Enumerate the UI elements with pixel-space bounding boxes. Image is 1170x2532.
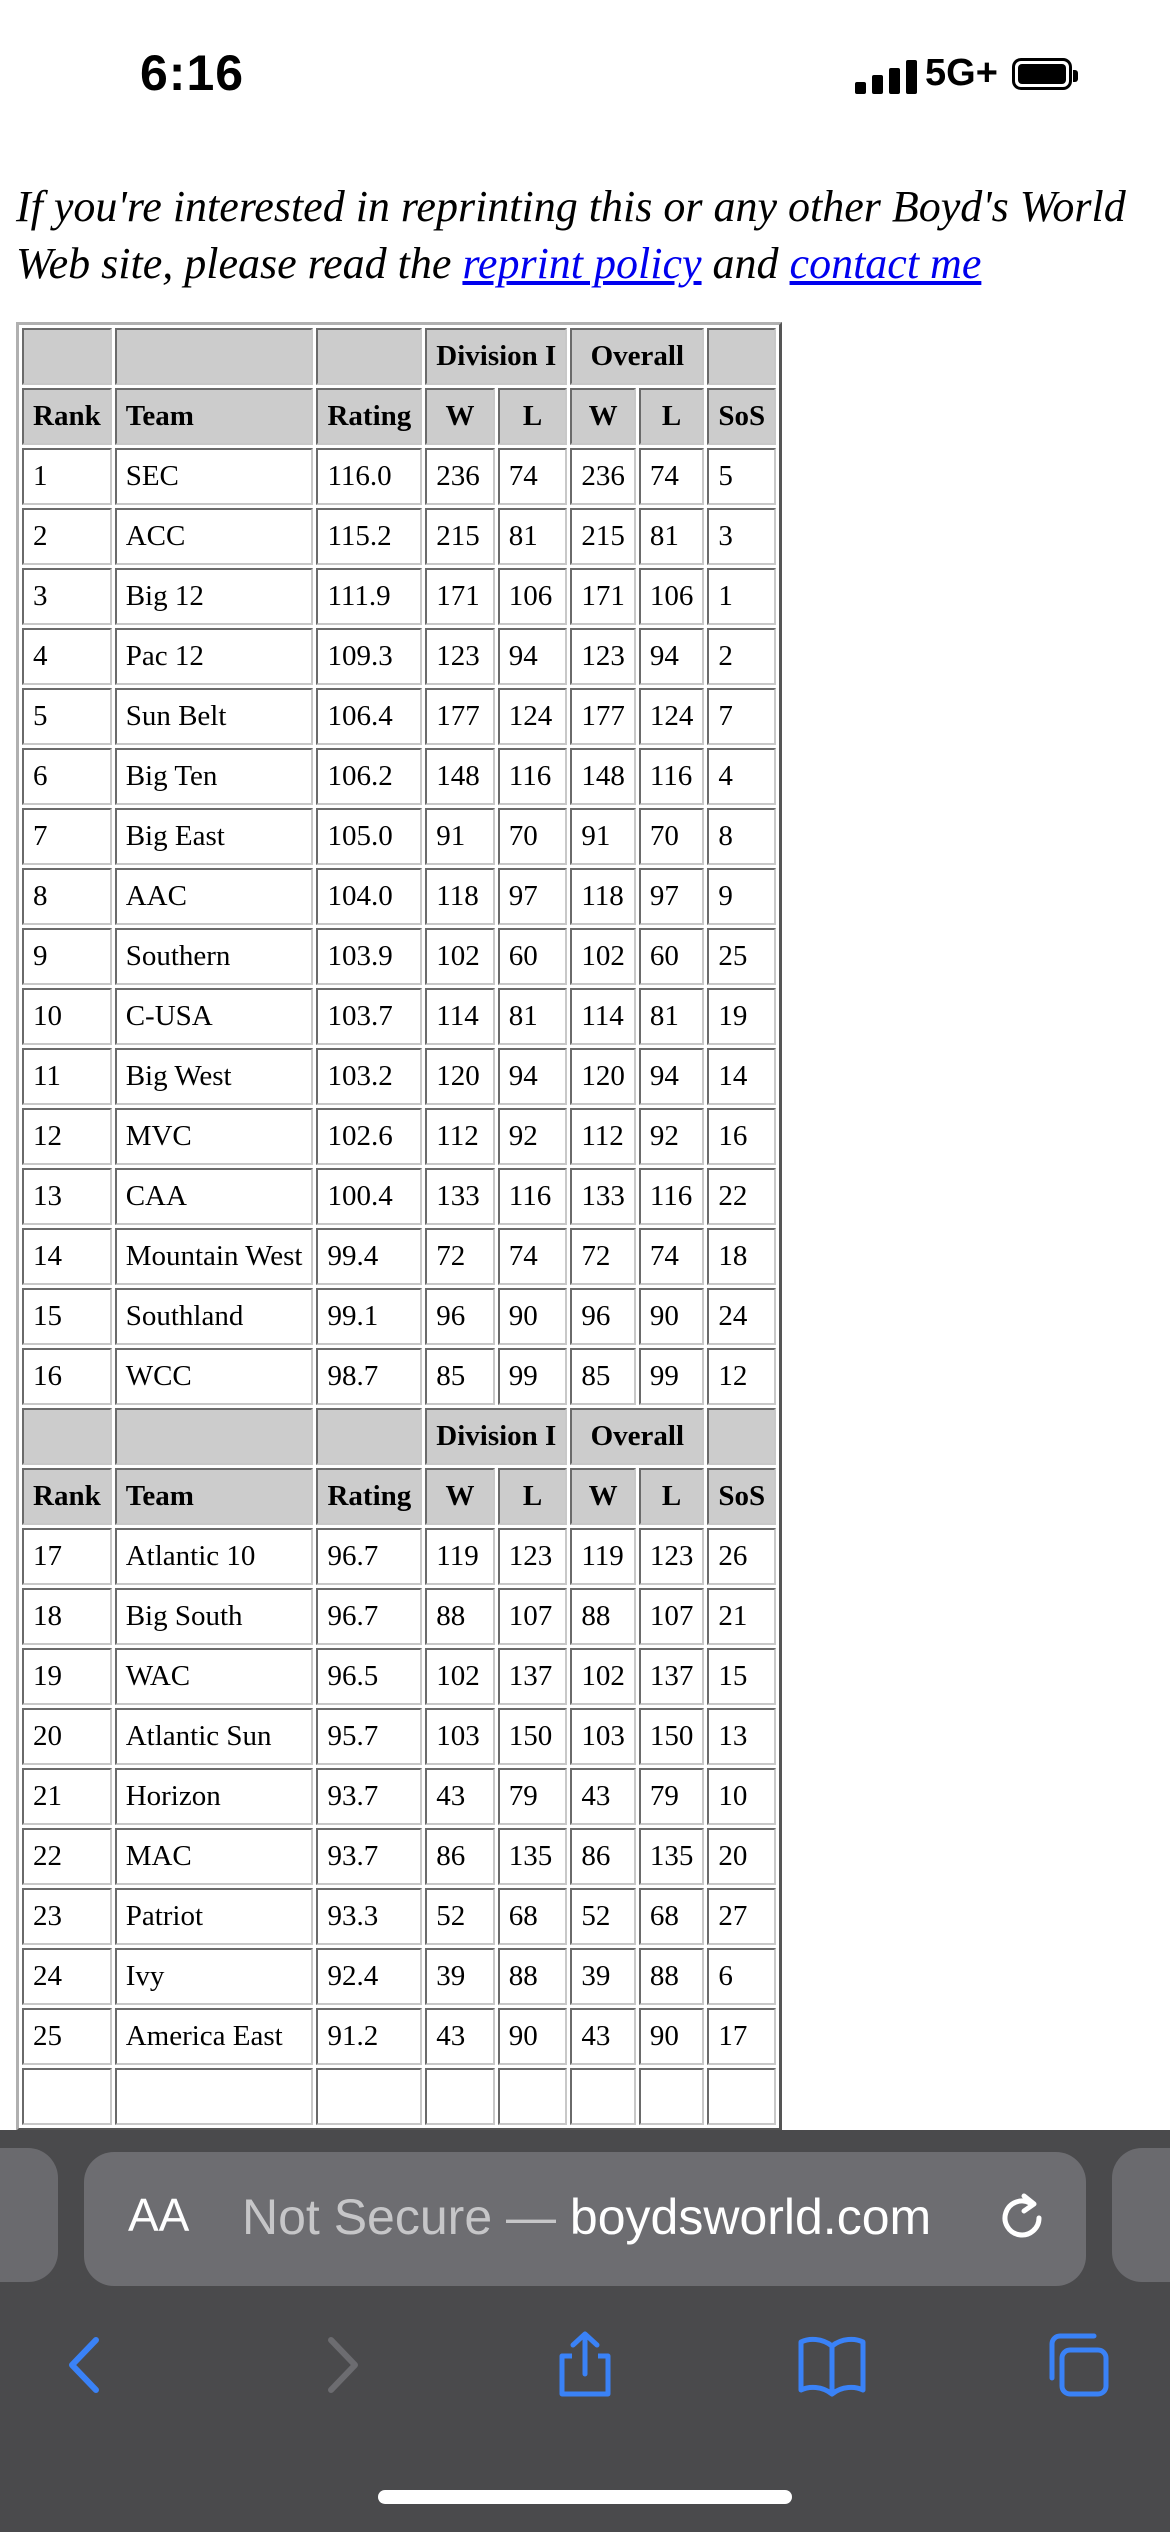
cell-sos: 16: [707, 1108, 776, 1165]
cell-rating: 98.7: [316, 1348, 422, 1405]
cell-w: 43: [425, 1768, 495, 1825]
cell-sos: 15: [707, 1648, 776, 1705]
cell-l2: 68: [639, 1888, 705, 1945]
column-header-rating: Rating: [316, 388, 422, 445]
overall-header: Overall: [570, 328, 704, 385]
next-tab-preview[interactable]: [1112, 2148, 1170, 2282]
cell-team: Ivy: [115, 1948, 314, 2005]
contact-me-link[interactable]: contact me: [789, 239, 982, 288]
cell-rank: 11: [22, 1048, 112, 1105]
cell-sos: 2: [707, 628, 776, 685]
column-header-sos: SoS: [707, 1468, 776, 1525]
column-header-l: L: [498, 388, 568, 445]
cell-w: 39: [425, 1948, 495, 2005]
cell-l: 81: [498, 508, 568, 565]
cell-w2: 114: [570, 988, 636, 1045]
cell-w: 215: [425, 508, 495, 565]
cell-l2: 74: [639, 1228, 705, 1285]
cell-rating: 100.4: [316, 1168, 422, 1225]
cell-rating: 96.7: [316, 1588, 422, 1645]
cell-l: 116: [498, 748, 568, 805]
cell-rank: 21: [22, 1768, 112, 1825]
table-row: [22, 1708, 776, 1765]
empty-header-cell: [707, 328, 776, 385]
column-header-w2: W: [570, 1468, 636, 1525]
empty-header-cell: [115, 328, 314, 385]
cell-rank: 17: [22, 1528, 112, 1585]
cell-sos: 20: [707, 1828, 776, 1885]
cell-l2: 94: [639, 628, 705, 685]
cell-rating: 116.0: [316, 448, 422, 505]
cell-w2: 119: [570, 1528, 636, 1585]
table-row: [22, 1168, 776, 1225]
cell-rank: 16: [22, 1348, 112, 1405]
cell-team: [115, 2068, 314, 2125]
url-text[interactable]: [242, 2188, 931, 2246]
cell-w: 112: [425, 1108, 495, 1165]
table-row: [22, 508, 776, 565]
table-row: [22, 1348, 776, 1405]
cell-rank: [22, 2068, 112, 2125]
cell-l2: 70: [639, 808, 705, 865]
empty-header-cell: [22, 328, 112, 385]
cell-w: 102: [425, 928, 495, 985]
cell-l: 92: [498, 1108, 568, 1165]
cell-l: 74: [498, 448, 568, 505]
cell-l2: 90: [639, 2008, 705, 2065]
cell-l2: 90: [639, 1288, 705, 1345]
cell-rank: 15: [22, 1288, 112, 1345]
cell-team: Big West: [115, 1048, 314, 1105]
cell-rating: 103.7: [316, 988, 422, 1045]
cell-rating: 99.4: [316, 1228, 422, 1285]
cell-sos: 26: [707, 1528, 776, 1585]
cell-rank: 18: [22, 1588, 112, 1645]
cell-sos: 22: [707, 1168, 776, 1225]
column-header-rank: Rank: [22, 388, 112, 445]
column-header-l2: L: [639, 1468, 705, 1525]
cell-team: Big 12: [115, 568, 314, 625]
table-row: [22, 688, 776, 745]
cell-sos: [707, 2068, 776, 2125]
cell-w: 118: [425, 868, 495, 925]
cell-l: 97: [498, 868, 568, 925]
cell-team: America East: [115, 2008, 314, 2065]
cell-rating: 106.2: [316, 748, 422, 805]
cell-w2: 123: [570, 628, 636, 685]
signal-icon: [855, 60, 917, 94]
table-row: [22, 1888, 776, 1945]
table-row: [22, 1588, 776, 1645]
table-row: [22, 868, 776, 925]
cell-l: 107: [498, 1588, 568, 1645]
cell-team: Horizon: [115, 1768, 314, 1825]
cell-rating: 96.5: [316, 1648, 422, 1705]
column-header-w: W: [425, 1468, 495, 1525]
cell-l: 124: [498, 688, 568, 745]
cell-w2: 85: [570, 1348, 636, 1405]
tabs-icon[interactable]: [1044, 2330, 1114, 2400]
cell-l2: 116: [639, 1168, 705, 1225]
reload-icon[interactable]: [994, 2190, 1052, 2248]
battery-icon: [1012, 58, 1072, 90]
division-header: Division I: [425, 328, 567, 385]
cell-sos: 8: [707, 808, 776, 865]
status-bar: [0, 0, 1170, 150]
cell-w: 52: [425, 1888, 495, 1945]
cell-l2: 123: [639, 1528, 705, 1585]
section-b-group-header-row: [22, 1408, 776, 1465]
cell-l: 81: [498, 988, 568, 1045]
cell-l: 123: [498, 1528, 568, 1585]
table-row: [22, 628, 776, 685]
cell-w: 43: [425, 2008, 495, 2065]
cell-l: 137: [498, 1648, 568, 1705]
cell-l2: 79: [639, 1768, 705, 1825]
cell-w: 171: [425, 568, 495, 625]
cell-sos: 21: [707, 1588, 776, 1645]
table-row: [22, 448, 776, 505]
cell-rating: 103.9: [316, 928, 422, 985]
network-label: 5G+: [925, 52, 998, 94]
cell-team: Atlantic 10: [115, 1528, 314, 1585]
cell-team: Mountain West: [115, 1228, 314, 1285]
cell-sos: 17: [707, 2008, 776, 2065]
table-row: [22, 1048, 776, 1105]
cell-team: Sun Belt: [115, 688, 314, 745]
cell-team: SEC: [115, 448, 314, 505]
cell-w: 120: [425, 1048, 495, 1105]
cell-rank: 25: [22, 2008, 112, 2065]
safari-toolbar: [0, 2300, 1170, 2430]
text-size-button[interactable]: [128, 2188, 189, 2242]
intro-line-1: If you're interested in reprinting this or any other Boyd's World: [16, 182, 1126, 231]
empty-header-cell: [316, 328, 422, 385]
cell-team: AAC: [115, 868, 314, 925]
empty-header-cell: [707, 1408, 776, 1465]
cell-l: 99: [498, 1348, 568, 1405]
cell-sos: 4: [707, 748, 776, 805]
cell-rating: 92.4: [316, 1948, 422, 2005]
cell-rating: [316, 2068, 422, 2125]
home-indicator[interactable]: [378, 2490, 792, 2504]
section-b-column-header-row: [22, 1468, 776, 1525]
cell-w2: 215: [570, 508, 636, 565]
cell-team: Southland: [115, 1288, 314, 1345]
cell-team: C-USA: [115, 988, 314, 1045]
cell-sos: 10: [707, 1768, 776, 1825]
cell-l2: 92: [639, 1108, 705, 1165]
cell-sos: 6: [707, 1948, 776, 2005]
cell-w2: 103: [570, 1708, 636, 1765]
cell-sos: 13: [707, 1708, 776, 1765]
cell-w: 88: [425, 1588, 495, 1645]
table-row: [22, 2008, 776, 2065]
cell-w2: 88: [570, 1588, 636, 1645]
intro-text: [16, 178, 1170, 292]
cell-l2: 116: [639, 748, 705, 805]
cell-w2: 52: [570, 1888, 636, 1945]
cell-w: 102: [425, 1648, 495, 1705]
safari-bottom-bar: [0, 2130, 1170, 2532]
column-header-team: Team: [115, 388, 314, 445]
cell-l: 106: [498, 568, 568, 625]
cell-rank: 19: [22, 1648, 112, 1705]
cell-rank: 12: [22, 1108, 112, 1165]
cell-l: 79: [498, 1768, 568, 1825]
cell-rank: 13: [22, 1168, 112, 1225]
cell-rating: 93.7: [316, 1768, 422, 1825]
cell-sos: 24: [707, 1288, 776, 1345]
cell-w2: 72: [570, 1228, 636, 1285]
cell-rank: 14: [22, 1228, 112, 1285]
cell-team: Big Ten: [115, 748, 314, 805]
table-row: [22, 1108, 776, 1165]
cell-rating: 99.1: [316, 1288, 422, 1345]
cell-rank: 23: [22, 1888, 112, 1945]
cell-rating: 103.2: [316, 1048, 422, 1105]
cell-team: Southern: [115, 928, 314, 985]
cell-rank: 9: [22, 928, 112, 985]
ratings-table: [16, 322, 782, 2130]
cell-l2: 74: [639, 448, 705, 505]
forward-icon[interactable]: [305, 2330, 375, 2400]
cell-w2: 177: [570, 688, 636, 745]
cell-l2: 150: [639, 1708, 705, 1765]
cell-l: 70: [498, 808, 568, 865]
table-row: [22, 568, 776, 625]
table-row: [22, 1228, 776, 1285]
cell-team: MAC: [115, 1828, 314, 1885]
cell-w: [425, 2068, 495, 2125]
cell-sos: 14: [707, 1048, 776, 1105]
cell-l2: 135: [639, 1828, 705, 1885]
cell-l: 94: [498, 1048, 568, 1105]
cell-l2: 107: [639, 1588, 705, 1645]
cell-w: 236: [425, 448, 495, 505]
table-row: [22, 1288, 776, 1345]
cell-team: Big South: [115, 1588, 314, 1645]
cell-rank: 10: [22, 988, 112, 1045]
cell-l2: 124: [639, 688, 705, 745]
cell-rating: 93.7: [316, 1828, 422, 1885]
cell-w2: 102: [570, 928, 636, 985]
cell-rank: 20: [22, 1708, 112, 1765]
cell-rank: 22: [22, 1828, 112, 1885]
cell-l2: 60: [639, 928, 705, 985]
cell-sos: 9: [707, 868, 776, 925]
intro-line-2: [16, 235, 1170, 292]
cell-w: 114: [425, 988, 495, 1045]
cell-l: 150: [498, 1708, 568, 1765]
intro-text-a: Web site, please read the: [16, 239, 463, 288]
table-row: [22, 1768, 776, 1825]
cell-rank: 2: [22, 508, 112, 565]
cell-l: 90: [498, 1288, 568, 1345]
cell-sos: 12: [707, 1348, 776, 1405]
empty-header-cell: [316, 1408, 422, 1465]
status-time: 6:16: [140, 45, 245, 101]
cell-l: 90: [498, 2008, 568, 2065]
table-row: [22, 988, 776, 1045]
table-row: [22, 1528, 776, 1585]
cell-w2: 91: [570, 808, 636, 865]
cell-rating: 102.6: [316, 1108, 422, 1165]
url-domain: boydsworld.com: [569, 2189, 932, 2245]
cell-rank: 1: [22, 448, 112, 505]
cell-rating: 95.7: [316, 1708, 422, 1765]
cell-w2: [570, 2068, 636, 2125]
previous-tab-preview[interactable]: [0, 2148, 58, 2282]
cell-rank: 8: [22, 868, 112, 925]
intro-text-b: and: [701, 239, 790, 288]
cell-rank: 5: [22, 688, 112, 745]
cell-sos: 3: [707, 508, 776, 565]
cell-w2: 96: [570, 1288, 636, 1345]
cell-w2: 112: [570, 1108, 636, 1165]
cell-w: 85: [425, 1348, 495, 1405]
cell-sos: 7: [707, 688, 776, 745]
cell-w2: 133: [570, 1168, 636, 1225]
cell-w: 86: [425, 1828, 495, 1885]
cell-w: 96: [425, 1288, 495, 1345]
column-header-rating: Rating: [316, 1468, 422, 1525]
table-row: [22, 928, 776, 985]
cell-l: 88: [498, 1948, 568, 2005]
cell-sos: 19: [707, 988, 776, 1045]
column-header-l2: L: [639, 388, 705, 445]
cell-w2: 86: [570, 1828, 636, 1885]
cell-l2: 137: [639, 1648, 705, 1705]
cell-w2: 102: [570, 1648, 636, 1705]
bookmarks-icon[interactable]: [797, 2330, 867, 2400]
table-row: [22, 2068, 776, 2125]
cell-l2: 97: [639, 868, 705, 925]
cell-rating: 96.7: [316, 1528, 422, 1585]
cell-w2: 118: [570, 868, 636, 925]
division-header: Division I: [425, 1408, 567, 1465]
cell-w2: 148: [570, 748, 636, 805]
cell-rating: 93.3: [316, 1888, 422, 1945]
cell-w2: 39: [570, 1948, 636, 2005]
cell-rating: 105.0: [316, 808, 422, 865]
not-secure-label: Not Secure —: [242, 2189, 570, 2245]
column-header-l: L: [498, 1468, 568, 1525]
table-row: [22, 808, 776, 865]
section-a-column-header-row: [22, 388, 776, 445]
table-row: [22, 1648, 776, 1705]
cell-w2: 43: [570, 1768, 636, 1825]
cell-team: CAA: [115, 1168, 314, 1225]
column-header-rank: Rank: [22, 1468, 112, 1525]
cell-w: 123: [425, 628, 495, 685]
cell-w: 91: [425, 808, 495, 865]
cell-w: 119: [425, 1528, 495, 1585]
empty-header-cell: [115, 1408, 314, 1465]
cell-rank: 7: [22, 808, 112, 865]
cell-l: 74: [498, 1228, 568, 1285]
column-header-w2: W: [570, 388, 636, 445]
cell-l2: 94: [639, 1048, 705, 1105]
share-icon[interactable]: [550, 2330, 620, 2400]
cell-team: WCC: [115, 1348, 314, 1405]
cell-team: ACC: [115, 508, 314, 565]
cell-w2: 236: [570, 448, 636, 505]
table-row: [22, 1948, 776, 2005]
cell-rank: 6: [22, 748, 112, 805]
cell-team: Patriot: [115, 1888, 314, 1945]
cell-team: Atlantic Sun: [115, 1708, 314, 1765]
cell-w: 177: [425, 688, 495, 745]
cell-w: 148: [425, 748, 495, 805]
cell-l: [498, 2068, 568, 2125]
cell-team: Pac 12: [115, 628, 314, 685]
cell-w2: 171: [570, 568, 636, 625]
cell-w: 133: [425, 1168, 495, 1225]
cell-w2: 43: [570, 2008, 636, 2065]
cell-l: 94: [498, 628, 568, 685]
cell-l: 60: [498, 928, 568, 985]
cell-team: WAC: [115, 1648, 314, 1705]
cell-rating: 104.0: [316, 868, 422, 925]
section-a-group-header-row: [22, 328, 776, 385]
cell-rank: 4: [22, 628, 112, 685]
cell-sos: 5: [707, 448, 776, 505]
cell-rank: 24: [22, 1948, 112, 2005]
cell-l2: 106: [639, 568, 705, 625]
cell-l: 116: [498, 1168, 568, 1225]
text-size-label: AA: [128, 2189, 190, 2241]
back-icon[interactable]: [52, 2330, 122, 2400]
empty-header-cell: [22, 1408, 112, 1465]
cell-sos: 18: [707, 1228, 776, 1285]
cell-l2: 81: [639, 508, 705, 565]
column-header-sos: SoS: [707, 388, 776, 445]
column-header-w: W: [425, 388, 495, 445]
cell-l2: 81: [639, 988, 705, 1045]
cell-l: 135: [498, 1828, 568, 1885]
cell-w: 103: [425, 1708, 495, 1765]
cell-rating: 106.4: [316, 688, 422, 745]
cell-rating: 115.2: [316, 508, 422, 565]
overall-header: Overall: [570, 1408, 704, 1465]
cell-rating: 111.9: [316, 568, 422, 625]
cell-w: 72: [425, 1228, 495, 1285]
cell-sos: 27: [707, 1888, 776, 1945]
cell-l2: 99: [639, 1348, 705, 1405]
reprint-policy-link[interactable]: reprint policy: [462, 239, 702, 288]
table-row: [22, 1828, 776, 1885]
table-row: [22, 748, 776, 805]
cell-team: Big East: [115, 808, 314, 865]
cell-w2: 120: [570, 1048, 636, 1105]
cell-l2: 88: [639, 1948, 705, 2005]
cell-sos: 25: [707, 928, 776, 985]
cell-team: MVC: [115, 1108, 314, 1165]
address-bar[interactable]: [84, 2152, 1086, 2286]
cell-rating: 91.2: [316, 2008, 422, 2065]
cell-rank: 3: [22, 568, 112, 625]
column-header-team: Team: [115, 1468, 314, 1525]
cell-rating: 109.3: [316, 628, 422, 685]
cell-l2: [639, 2068, 705, 2125]
cell-sos: 1: [707, 568, 776, 625]
cell-l: 68: [498, 1888, 568, 1945]
